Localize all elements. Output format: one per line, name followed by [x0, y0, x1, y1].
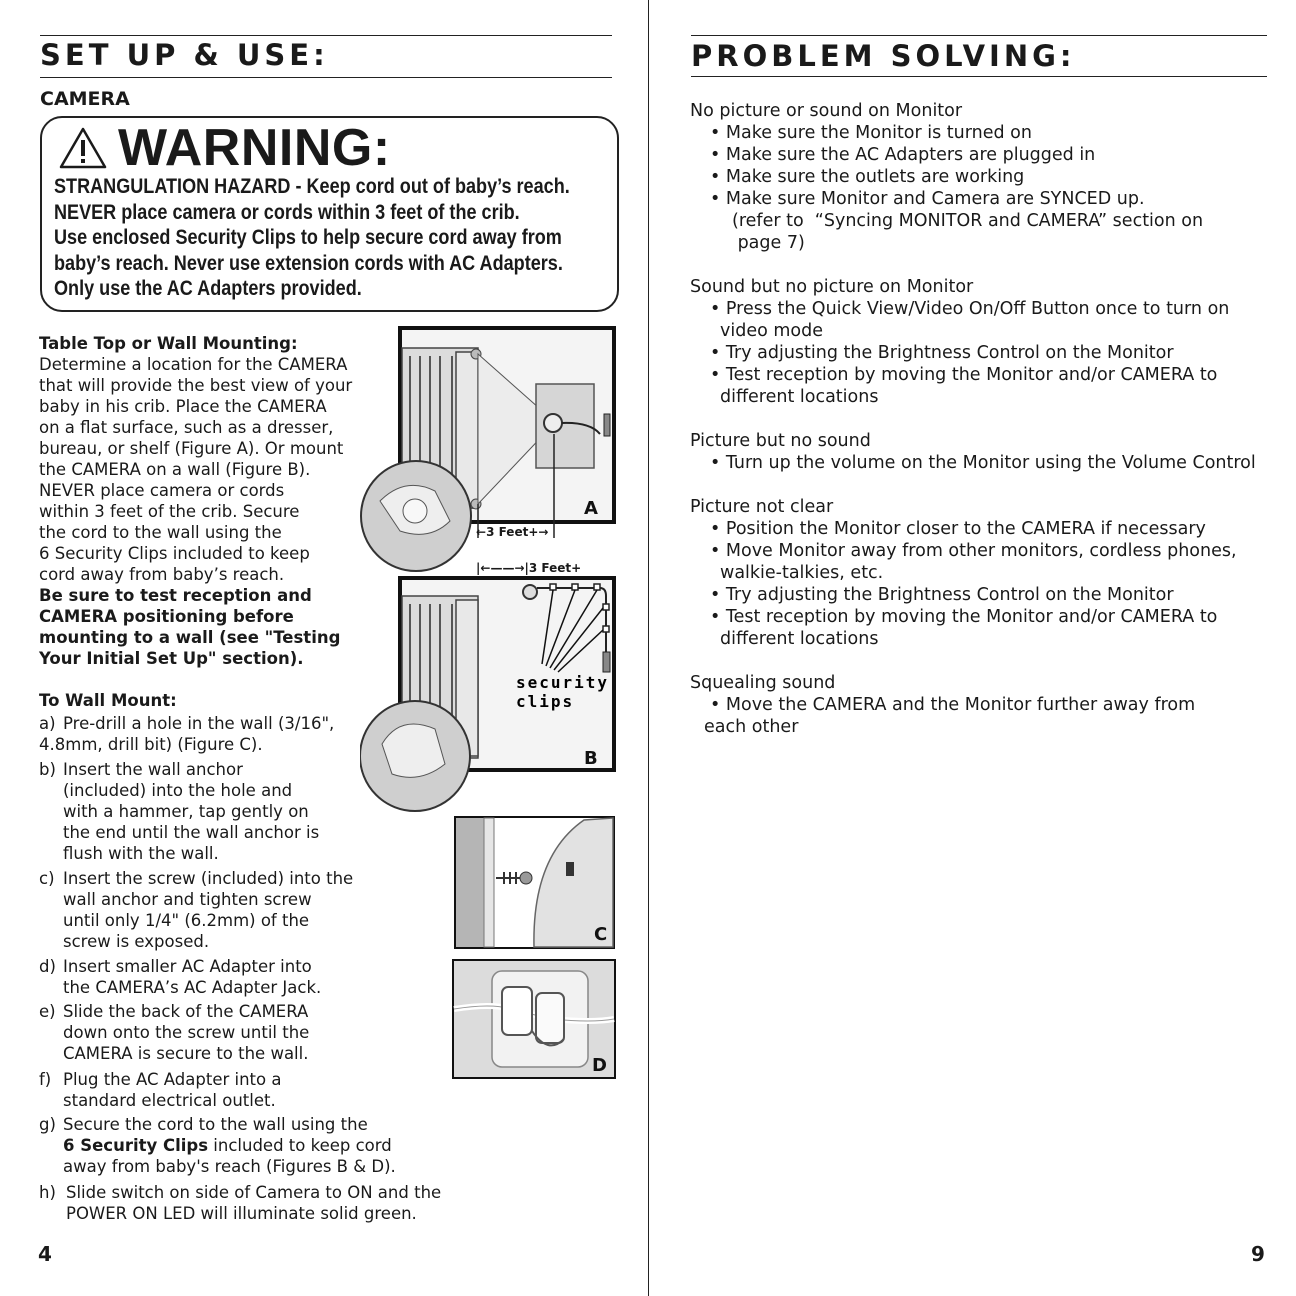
- figure-b-illustration: [360, 574, 618, 816]
- mounting-heading: Table Top or Wall Mounting:: [39, 334, 298, 353]
- bullet-note: page 7): [732, 233, 805, 253]
- mounting-line: the CAMERA on a wall (Figure B).: [39, 460, 311, 479]
- problem-heading: Picture but no sound: [690, 431, 871, 451]
- page-title-setup: SET UP & USE:: [40, 38, 329, 72]
- step-text: [63, 759, 319, 864]
- bullet-item: • Position the Monitor closer to the CAMERA if necessary: [710, 519, 1206, 539]
- step-line-mixed: [63, 1135, 396, 1156]
- step-line: screw is exposed.: [63, 932, 210, 951]
- bullet-item: • Press the Quick View/Video On/Off Button once to turn on: [710, 299, 1230, 319]
- mounting-line: the cord to the wall using the: [39, 523, 282, 542]
- step-line: standard electrical outlet.: [63, 1091, 276, 1110]
- step-line: wall anchor and tighten screw: [63, 890, 312, 909]
- step-key: c): [39, 869, 55, 888]
- bullet-text: Make sure Monitor and Camera are SYNCED up.: [725, 189, 1145, 209]
- step-line: with a hammer, tap gently on: [63, 802, 309, 821]
- bullet-item: • Make sure the outlets are working: [710, 167, 1025, 187]
- bullet-item: • Try adjusting the Brightness Control on the Monitor: [710, 343, 1174, 363]
- mounting-line: baby in his crib. Place the CAMERA: [39, 397, 327, 416]
- figure-b-distance: [476, 561, 581, 575]
- mounting-line: that will provide the best view of your: [39, 376, 353, 395]
- step-line: Slide switch on side of Camera to ON and the: [66, 1183, 442, 1202]
- warning-triangle-icon: [58, 126, 108, 170]
- step-line: Insert the wall anchor: [63, 760, 243, 779]
- step-text: [66, 1182, 441, 1224]
- figure-d-illustration: [452, 959, 616, 1079]
- title-top-rule: [40, 35, 612, 36]
- step-bold-text: 6 Security Clips: [63, 1136, 209, 1155]
- arrow-left-icon: ←: [476, 525, 487, 539]
- bullet-text: Test reception by moving the Monitor and/or CAMERA to: [725, 365, 1218, 385]
- step-text: [63, 1001, 309, 1064]
- step-text: [63, 868, 353, 952]
- warning-title: [58, 118, 391, 178]
- step-after-bold: included to keep cord: [208, 1136, 392, 1155]
- page-number-left: 4: [38, 1242, 52, 1266]
- mounting-bold-line: Your Initial Set Up" section).: [39, 649, 304, 668]
- bullet-continuation: walkie-talkies, etc.: [720, 563, 884, 583]
- figure-c-letter: C: [594, 924, 608, 945]
- figure-a-distance: [476, 525, 548, 539]
- step-key: e): [39, 1002, 56, 1021]
- problem-no-picture-or-sound: [690, 100, 1203, 254]
- step-line: Secure the cord to the wall using the: [63, 1115, 368, 1134]
- step-line: away from baby's reach (Figures B & D).: [63, 1157, 396, 1176]
- problem-picture-no-sound: [690, 430, 1256, 474]
- mounting-bold-line: Be sure to test reception and: [39, 586, 312, 605]
- bullet-item: • Move the CAMERA and the Monitor further away from: [710, 695, 1196, 715]
- step-line: (included) into the hole and: [63, 781, 293, 800]
- problem-heading: No picture or sound on Monitor: [690, 101, 963, 121]
- step-text: [63, 956, 321, 998]
- mounting-line: on a flat surface, such as a dresser,: [39, 418, 334, 437]
- title-bottom-rule: [40, 77, 612, 78]
- step-line: until only 1/4" (6.2mm) of the: [63, 911, 310, 930]
- mounting-text: [39, 333, 399, 669]
- warning-line: NEVER place camera or cords within 3 feet of the crib.: [54, 200, 520, 224]
- bullet-item: • Make sure the Monitor is turned on: [710, 123, 1032, 143]
- step-key: g): [39, 1115, 56, 1134]
- security-label: security: [516, 673, 610, 692]
- mounting-line: Determine a location for the CAMERA: [39, 355, 348, 374]
- step-a-cont: 4.8mm, drill bit) (Figure C).: [39, 735, 263, 754]
- step-line: the CAMERA’s AC Adapter Jack.: [63, 978, 322, 997]
- warning-line: baby’s reach. Never use extension cords with AC Adapters.: [54, 251, 563, 275]
- bullet-item: • Test reception by moving the Monitor and/or CAMERA to: [710, 607, 1218, 627]
- figure-a-letter: A: [584, 498, 598, 519]
- bullet-text: Make sure the AC Adapters are plugged in: [725, 145, 1096, 165]
- bullet-text: Move the CAMERA and the Monitor further away from: [725, 695, 1196, 715]
- bullet-continuation: each other: [704, 717, 799, 737]
- problem-heading: Sound but no picture on Monitor: [690, 277, 974, 297]
- bullet-item: • Turn up the volume on the Monitor using the Volume Control: [710, 453, 1256, 473]
- problem-heading: Picture not clear: [690, 497, 834, 517]
- mounting-line: within 3 feet of the crib. Secure: [39, 502, 300, 521]
- bullet-text: Make sure the Monitor is turned on: [725, 123, 1032, 143]
- mounting-line: NEVER place camera or cords: [39, 481, 285, 500]
- step-line: Slide the back of the CAMERA: [63, 1002, 309, 1021]
- title-bottom-rule: [691, 76, 1267, 77]
- mounting-bold-line: CAMERA positioning before: [39, 607, 294, 626]
- bullet-item: • Try adjusting the Brightness Control on the Monitor: [710, 585, 1174, 605]
- problem-squealing-sound: [690, 672, 1195, 738]
- step-line: Insert the screw (included) into the: [63, 869, 354, 888]
- bullet-continuation: video mode: [720, 321, 823, 341]
- step-line: flush with the wall.: [63, 844, 219, 863]
- bullet-text: Turn up the volume on the Monitor using the Volume Control: [725, 453, 1256, 473]
- bullet-item: • Make sure Monitor and Camera are SYNCED up.: [710, 189, 1145, 209]
- problem-picture-not-clear: [690, 496, 1237, 650]
- page-title-problem-solving: PROBLEM SOLVING:: [691, 39, 1076, 73]
- step-text: [63, 1069, 281, 1111]
- warning-body: [54, 174, 570, 302]
- figure-a-distance-label: 3 Feet+: [486, 525, 539, 539]
- warning-line: Only use the AC Adapters provided.: [54, 277, 362, 301]
- step-line: the end until the wall anchor is: [63, 823, 320, 842]
- mounting-line: 6 Security Clips included to keep: [39, 544, 310, 563]
- figure-c-illustration: [454, 816, 615, 949]
- arrow-right-icon: →: [538, 525, 549, 539]
- bullet-text: Move Monitor away from other monitors, cordless phones,: [725, 541, 1237, 561]
- bullet-text: Make sure the outlets are working: [725, 167, 1025, 187]
- step-text: [63, 1114, 396, 1177]
- warning-title-text: WARNING:: [118, 119, 391, 177]
- step-key: h): [39, 1183, 56, 1202]
- figure-b-letter: B: [584, 748, 598, 769]
- warning-line: Use enclosed Security Clips to help secure cord away from: [54, 226, 562, 250]
- camera-subheading: CAMERA: [40, 88, 130, 110]
- clips-label: clips: [516, 692, 575, 711]
- step-line: Insert smaller AC Adapter into: [63, 957, 312, 976]
- bullet-text: Position the Monitor closer to the CAMERA if necessary: [725, 519, 1206, 539]
- bullet-text: Test reception by moving the Monitor and/or CAMERA to: [725, 607, 1218, 627]
- bullet-text: Press the Quick View/Video On/Off Button once to turn on: [725, 299, 1230, 319]
- warning-line: STRANGULATION HAZARD - Keep cord out of baby’s reach.: [54, 175, 570, 198]
- bullet-continuation: different locations: [720, 629, 879, 649]
- wall-mount-heading: To Wall Mount:: [39, 691, 177, 710]
- step-line: POWER ON LED will illuminate solid green.: [66, 1204, 417, 1223]
- step-line: down onto the screw until the: [63, 1023, 310, 1042]
- mounting-bold-line: mounting to a wall (see "Testing: [39, 628, 341, 647]
- bullet-note: (refer to “Syncing MONITOR and CAMERA” section on: [732, 211, 1204, 231]
- mounting-line: cord away from baby’s reach.: [39, 565, 285, 584]
- bullet-item: • Move Monitor away from other monitors, cordless phones,: [710, 541, 1237, 561]
- arrow-left-icon: |←——→|: [476, 561, 529, 575]
- figure-d-letter: D: [592, 1055, 607, 1076]
- step-key: d): [39, 957, 56, 976]
- step-key: b): [39, 760, 56, 779]
- mounting-line: bureau, or shelf (Figure A). Or mount: [39, 439, 344, 458]
- bullet-text: Try adjusting the Brightness Control on the Monitor: [725, 343, 1174, 363]
- step-line: CAMERA is secure to the wall.: [63, 1044, 309, 1063]
- problem-sound-no-picture: [690, 276, 1229, 408]
- figure-a-illustration: [360, 326, 618, 596]
- step-line: Pre-drill a hole in the wall (3/16",: [63, 714, 335, 733]
- step-key: f): [39, 1070, 52, 1089]
- bullet-continuation: different locations: [720, 387, 879, 407]
- bullet-item: • Make sure the AC Adapters are plugged in: [710, 145, 1096, 165]
- bullet-item: • Test reception by moving the Monitor and/or CAMERA to: [710, 365, 1218, 385]
- title-top-rule: [691, 35, 1267, 36]
- step-key: a): [39, 714, 56, 733]
- bullet-text: Try adjusting the Brightness Control on the Monitor: [725, 585, 1174, 605]
- step-line: Plug the AC Adapter into a: [63, 1070, 282, 1089]
- page-number-right: 9: [1251, 1242, 1265, 1266]
- problem-heading: Squealing sound: [690, 673, 836, 693]
- figure-b-distance-label: 3 Feet+: [528, 561, 582, 575]
